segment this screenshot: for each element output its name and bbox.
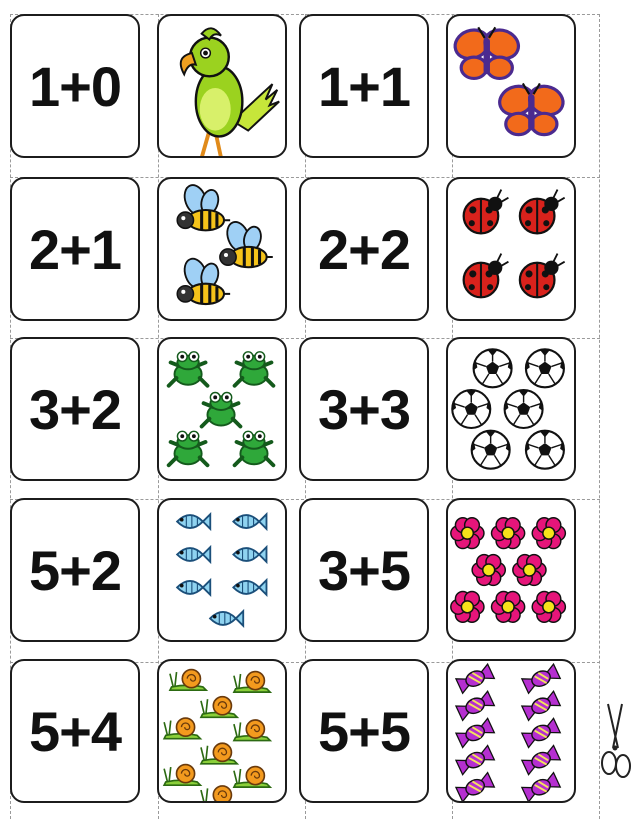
flower-icon	[532, 591, 565, 622]
equation-text: 5+5	[318, 699, 410, 763]
candy-icon	[456, 664, 494, 693]
candy-icon	[456, 745, 494, 774]
domino-card-sheet	[10, 14, 600, 819]
soccer-ball-icon	[526, 431, 564, 469]
flower-icon	[492, 518, 525, 549]
bee-icon	[220, 219, 273, 267]
equation-card	[10, 498, 140, 642]
flower-icon	[532, 518, 565, 549]
equation-card	[10, 177, 140, 321]
parrot-group	[159, 16, 285, 156]
snail-icon	[234, 672, 270, 693]
fish-icon	[233, 514, 266, 529]
soccer-ball-icon	[452, 390, 490, 428]
ladybug-icon	[464, 254, 509, 298]
ladybug-picture-card	[446, 177, 576, 321]
equation-card	[299, 498, 429, 642]
parrot-picture-card	[157, 14, 287, 158]
scissors-icon	[598, 700, 634, 790]
butterfly-picture-card	[446, 14, 576, 158]
snail-icon	[201, 786, 237, 801]
candy-icon	[456, 691, 494, 720]
soccer-ball-picture-card	[446, 337, 576, 481]
snail-icon	[170, 670, 206, 691]
candy-icon	[522, 718, 560, 747]
flower-picture-card	[446, 498, 576, 642]
fish-icon	[177, 580, 210, 595]
snail-group	[159, 661, 285, 801]
equation-text: 1+0	[29, 54, 121, 118]
equation-text: 1+1	[318, 54, 410, 118]
fish-icon	[177, 547, 210, 562]
flower-icon	[492, 591, 525, 622]
frog-icon	[235, 431, 274, 465]
equation-text: 5+4	[29, 699, 121, 763]
equation-card	[10, 659, 140, 803]
butterfly-group	[448, 16, 574, 156]
candy-picture-card	[446, 659, 576, 803]
candy-icon	[522, 664, 560, 693]
equation-text: 3+3	[318, 377, 410, 441]
equation-card	[10, 14, 140, 158]
bee-picture-card	[157, 177, 287, 321]
snail-icon	[234, 720, 270, 741]
snail-picture-card	[157, 659, 287, 803]
equation-text: 2+2	[318, 217, 410, 281]
candy-icon	[456, 718, 494, 747]
equation-text: 2+1	[29, 217, 121, 281]
frog-icon	[169, 352, 208, 386]
fish-picture-card	[157, 498, 287, 642]
fish-icon	[233, 547, 266, 562]
snail-icon	[201, 697, 237, 718]
fish-group	[159, 500, 285, 640]
cut-line	[599, 14, 600, 819]
frog-icon	[169, 431, 208, 465]
soccer-ball-group	[448, 339, 574, 479]
frog-icon	[202, 393, 241, 427]
snail-icon	[234, 767, 270, 788]
flower-icon	[451, 591, 484, 622]
butterfly-icon	[451, 25, 522, 78]
candy-icon	[522, 691, 560, 720]
fish-icon	[177, 514, 210, 529]
fish-icon	[233, 580, 266, 595]
candy-icon	[522, 773, 560, 801]
ladybug-group	[448, 179, 574, 319]
ladybug-icon	[464, 190, 509, 234]
soccer-ball-icon	[526, 349, 564, 387]
bee-group	[159, 179, 285, 319]
flower-icon	[472, 555, 505, 586]
flower-icon	[513, 555, 546, 586]
ladybug-icon	[520, 254, 565, 298]
soccer-ball-icon	[505, 390, 543, 428]
equation-card	[299, 177, 429, 321]
snail-icon	[201, 743, 237, 764]
equation-text: 5+2	[29, 538, 121, 602]
frog-picture-card	[157, 337, 287, 481]
fish-icon	[210, 611, 243, 626]
equation-card	[10, 337, 140, 481]
equation-text: 3+2	[29, 377, 121, 441]
flower-group	[448, 500, 574, 640]
bee-icon	[177, 182, 230, 230]
soccer-ball-icon	[472, 431, 510, 469]
frog-icon	[235, 352, 274, 386]
snail-icon	[164, 718, 200, 739]
equation-card	[299, 659, 429, 803]
equation-card	[299, 337, 429, 481]
candy-icon	[522, 745, 560, 774]
parrot-icon	[181, 28, 279, 156]
equation-text: 3+5	[318, 538, 410, 602]
frog-group	[159, 339, 285, 479]
snail-icon	[164, 765, 200, 786]
candy-icon	[456, 773, 494, 801]
flower-icon	[451, 518, 484, 549]
ladybug-icon	[520, 190, 565, 234]
butterfly-icon	[496, 82, 567, 135]
equation-card	[299, 14, 429, 158]
soccer-ball-icon	[474, 349, 512, 387]
candy-group	[448, 661, 574, 801]
